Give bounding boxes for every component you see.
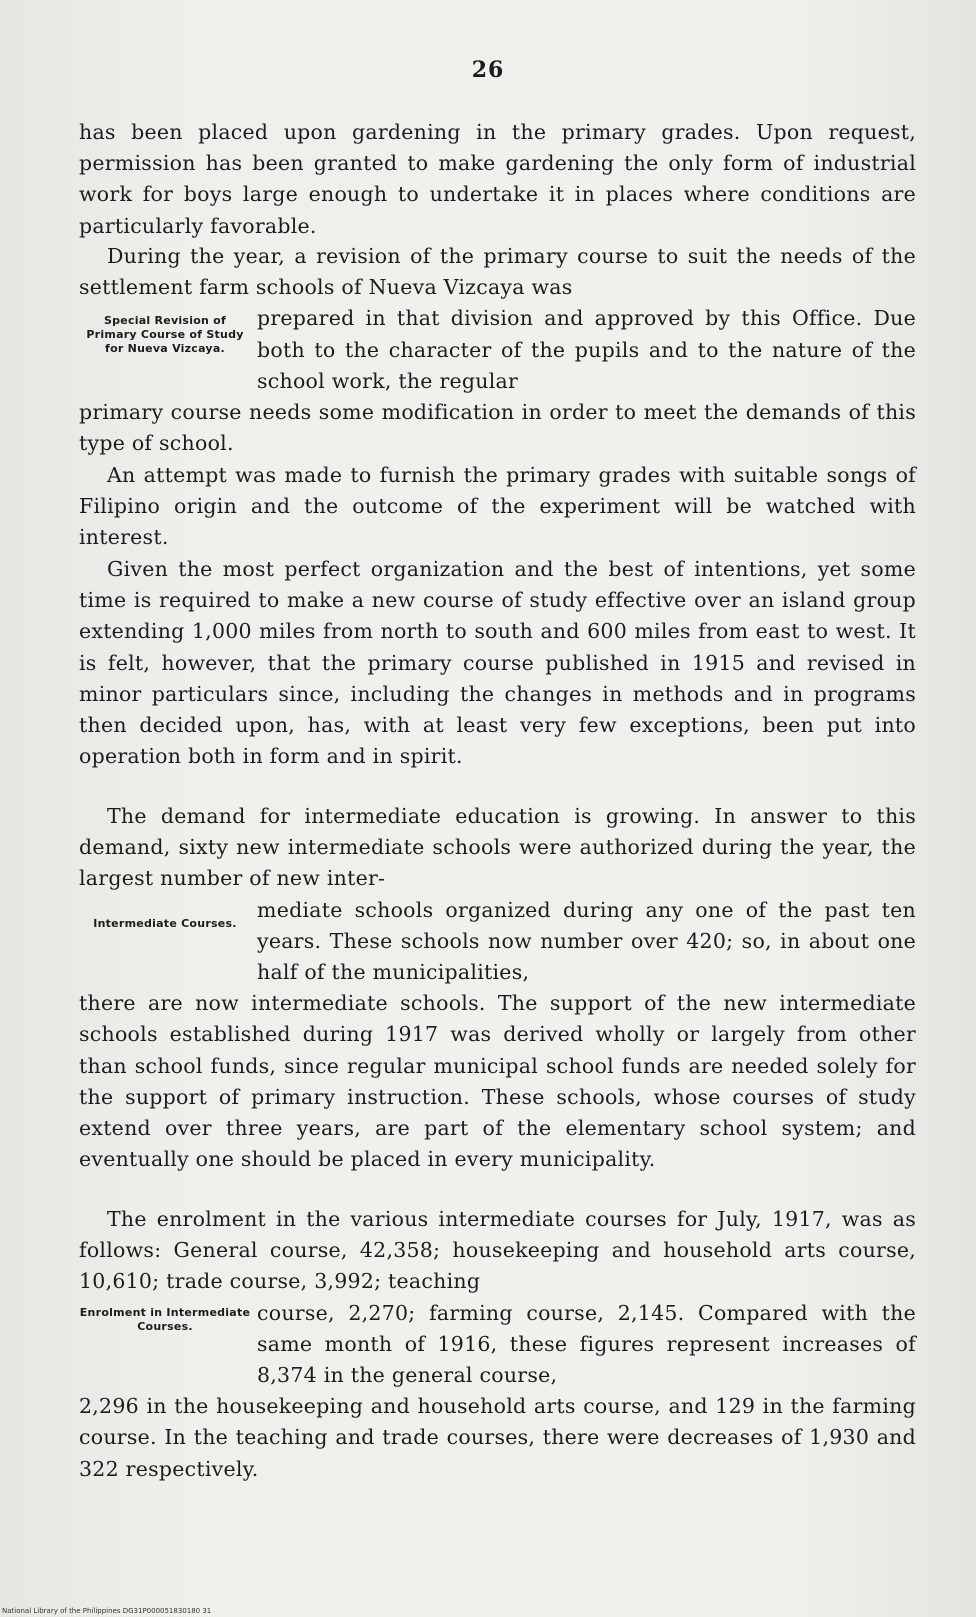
- paragraph-filipino-songs: [79, 460, 916, 554]
- enrolment-intro: The enrolment in the various intermediate courses for July, 1917, was as follows: General course, 42,358; housekeeping and household arts course, 10,610; trade course, 3,992; teaching: [79, 1207, 916, 1294]
- intermediate-intro: The demand for intermediate education is growing. In answer to this demand, sixty new intermediate schools were authorized during the year, the largest number of new inter-: [79, 804, 916, 891]
- nueva-vizcaya-margin-text: prepared in that division and approved by this Office. Due both to the character of the pupils and to the nature of the school work, the regular: [257, 306, 916, 393]
- paragraph-enrolment: [79, 1204, 916, 1485]
- page-number: 26: [471, 57, 505, 83]
- intermediate-margin-section: [79, 895, 916, 989]
- enrolment-margin-section: [79, 1298, 916, 1392]
- organization-text: Given the most perfect organization and the best of intentions, yet some time is required to make a new course of study effective over an island group extending 1,000 miles from north to south and 600 miles from east to west. It is felt, however, that the primary course published in 1915 and revised in minor particulars since, including the changes in methods and in programs then decided upon, has, with at least very few exceptions, been put into operation both in form and in spirit.: [79, 557, 916, 769]
- margin-note-intermediate-courses: Intermediate Courses.: [93, 916, 237, 930]
- nueva-vizcaya-intro: During the year, a revision of the primary course to suit the needs of the settlement farm schools of Nueva Vizcaya was: [79, 244, 916, 300]
- enrolment-margin-text: course, 2,270; farming course, 2,145. Compared with the same month of 1916, these figures represent increases of 8,374 in the general course,: [257, 1300, 916, 1388]
- scan-footer: National Library of the Philippines DG31P000051830180 31: [2, 1607, 212, 1615]
- intermediate-rest: there are now intermediate schools. The support of the new intermediate schools established during 1917 was derived wholly or largely from other than school funds, since regular municipal school funds are needed solely for the support of primary instruction. These schools, whose courses of study extend over three years, are part of the elementary school system; and eventually one should be placed in every municipality.: [79, 991, 916, 1172]
- nueva-vizcaya-rest: primary course needs some modification in order to meet the demands of this type of school.: [79, 400, 916, 456]
- nueva-vizcaya-margin-section: [79, 303, 916, 397]
- filipino-songs-text: An attempt was made to furnish the primary grades with suitable songs of Filipino origin and the outcome of the experiment will be watched with interest.: [79, 463, 916, 550]
- margin-note-enrolment: Enrolment in Intermediate Courses.: [79, 1305, 251, 1333]
- intermediate-margin-text: mediate schools organized during any one of the past ten years. These schools now number over 420; so, in about one half of the municipalities,: [257, 897, 916, 985]
- margin-note-special-revision: Special Revision of Primary Course of Study for Nueva Vizcaya.: [86, 314, 244, 356]
- gardening-text: has been placed upon gardening in the primary grades. Upon request, permission has been granted to make gardening the only form of industrial work for boys large enough to undertake it in places where conditions are particularly favorable.: [79, 120, 916, 238]
- paragraph-nueva-vizcaya: [79, 241, 916, 459]
- paragraph-organization: [79, 554, 916, 772]
- enrolment-rest: 2,296 in the housekeeping and household arts course, and 129 in the farming course. In the teaching and trade courses, there were decreases of 1,930 and 322 respectively.: [79, 1394, 916, 1481]
- paragraph-intermediate-education: [79, 801, 916, 1175]
- paragraph-gardening: [79, 117, 916, 242]
